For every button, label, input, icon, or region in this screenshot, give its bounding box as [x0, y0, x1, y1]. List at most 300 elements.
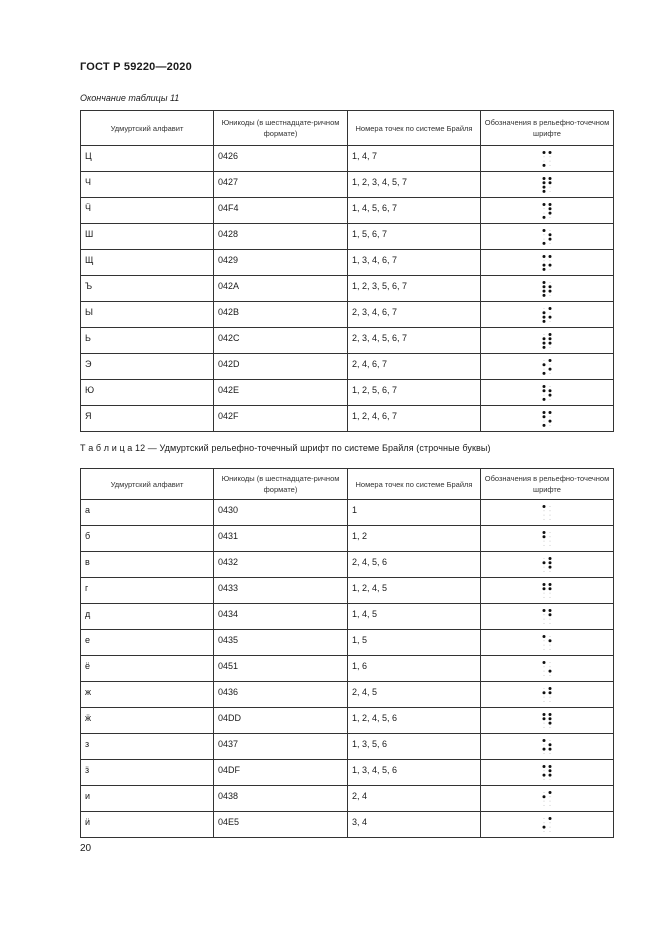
braille-cell — [541, 254, 553, 272]
dots-cell: 1, 2, 5, 6, 7 — [348, 380, 481, 406]
braille-dot-raised — [549, 769, 552, 772]
braille-dot-empty — [544, 752, 545, 753]
braille-dot-raised — [549, 817, 552, 820]
dots-cell: 1, 2, 4, 5, 6 — [348, 708, 481, 734]
table-row — [81, 146, 614, 172]
braille-dot-empty — [544, 540, 545, 541]
table-row — [81, 604, 614, 630]
unicode-cell: 0426 — [214, 146, 348, 172]
braille-dot-raised — [549, 203, 552, 206]
braille-dot-raised — [543, 583, 546, 586]
unicode-cell: 042F — [214, 406, 348, 432]
braille-cell — [541, 306, 553, 324]
braille-dot-raised — [549, 389, 552, 392]
header-braille: Обозначения в рельефно-точечном шрифте — [481, 469, 614, 500]
braille-dot-empty — [550, 570, 551, 571]
braille-dot-raised — [549, 773, 552, 776]
braille-symbol-cell — [481, 656, 614, 682]
braille-dot-empty — [550, 230, 551, 231]
letter-cell: г — [81, 578, 214, 604]
table-row — [81, 198, 614, 224]
braille-dot-empty — [544, 830, 545, 831]
table-row — [81, 500, 614, 526]
braille-symbol-cell — [481, 604, 614, 630]
letter-cell: Ю — [81, 380, 214, 406]
braille-dot-raised — [543, 505, 546, 508]
braille-dot-raised — [543, 739, 546, 742]
dots-cell: 1, 4, 7 — [348, 146, 481, 172]
braille-cell — [541, 790, 553, 808]
braille-dot-empty — [550, 216, 551, 217]
document-code: ГОСТ Р 59220—2020 — [80, 61, 192, 73]
braille-cell — [541, 738, 553, 756]
braille-dot-empty — [550, 398, 551, 399]
unicode-cell: 0437 — [214, 734, 348, 760]
braille-dot-raised — [543, 285, 546, 288]
braille-cell — [541, 764, 553, 782]
braille-dot-empty — [550, 514, 551, 515]
braille-dot-raised — [549, 669, 552, 672]
unicode-cell: 0427 — [214, 172, 348, 198]
dots-cell: 2, 3, 4, 5, 6, 7 — [348, 328, 481, 354]
braille-dot-raised — [549, 411, 552, 414]
braille-dot-empty — [550, 596, 551, 597]
braille-dot-raised — [549, 791, 552, 794]
dots-cell: 1, 5 — [348, 630, 481, 656]
table-row — [81, 656, 614, 682]
braille-dot-empty — [550, 830, 551, 831]
braille-dot-raised — [549, 639, 552, 642]
braille-dot-empty — [550, 424, 551, 425]
letter-cell: Э — [81, 354, 214, 380]
braille-symbol-cell — [481, 198, 614, 224]
braille-dot-raised — [549, 713, 552, 716]
braille-dot-empty — [550, 294, 551, 295]
braille-dot-raised — [543, 587, 546, 590]
braille-dot-empty — [550, 156, 551, 157]
braille-dot-empty — [550, 164, 551, 165]
letter-cell: и — [81, 786, 214, 812]
braille-dot-raised — [543, 765, 546, 768]
braille-symbol-cell — [481, 276, 614, 302]
braille-dot-empty — [544, 596, 545, 597]
braille-dot-raised — [543, 185, 546, 188]
unicode-cell: 04F4 — [214, 198, 348, 224]
braille-cell — [541, 504, 553, 522]
braille-dot-raised — [549, 233, 552, 236]
table-11 — [80, 110, 614, 432]
unicode-cell: 042A — [214, 276, 348, 302]
braille-dot-raised — [543, 229, 546, 232]
braille-dot-empty — [550, 662, 551, 663]
letter-cell: Ш — [81, 224, 214, 250]
braille-dot-raised — [543, 263, 546, 266]
braille-dot-raised — [543, 363, 546, 366]
braille-dot-raised — [543, 717, 546, 720]
unicode-cell: 04DF — [214, 760, 348, 786]
braille-dot-raised — [549, 307, 552, 310]
unicode-cell: 04E5 — [214, 812, 348, 838]
braille-dot-empty — [544, 510, 545, 511]
braille-dot-empty — [550, 416, 551, 417]
braille-dot-raised — [549, 609, 552, 612]
dots-cell: 1, 2, 3, 5, 6, 7 — [348, 276, 481, 302]
braille-dot-raised — [549, 177, 552, 180]
table-row — [81, 328, 614, 354]
braille-dot-empty — [544, 420, 545, 421]
dots-cell: 2, 3, 4, 6, 7 — [348, 302, 481, 328]
dots-cell: 1, 4, 5, 6, 7 — [348, 198, 481, 224]
letter-cell: Ч — [81, 172, 214, 198]
braille-dot-empty — [550, 696, 551, 697]
braille-dot-raised — [543, 713, 546, 716]
braille-symbol-cell — [481, 708, 614, 734]
braille-dot-empty — [544, 666, 545, 667]
table-row — [81, 812, 614, 838]
braille-dot-raised — [543, 289, 546, 292]
table-row — [81, 630, 614, 656]
braille-dot-raised — [543, 315, 546, 318]
unicode-cell: 042B — [214, 302, 348, 328]
braille-dot-empty — [550, 796, 551, 797]
braille-dot-raised — [549, 315, 552, 318]
letter-cell: а — [81, 500, 214, 526]
braille-dot-raised — [543, 311, 546, 314]
braille-dot-empty — [544, 156, 545, 157]
braille-dot-raised — [543, 661, 546, 664]
braille-symbol-cell — [481, 224, 614, 250]
letter-cell: ж — [81, 682, 214, 708]
braille-dot-raised — [549, 263, 552, 266]
braille-dot-empty — [550, 312, 551, 313]
braille-dot-empty — [550, 364, 551, 365]
braille-dot-empty — [544, 792, 545, 793]
braille-cell — [541, 582, 553, 600]
letter-cell: Ь — [81, 328, 214, 354]
braille-symbol-cell — [481, 734, 614, 760]
braille-dot-empty — [544, 778, 545, 779]
braille-dot-raised — [549, 211, 552, 214]
braille-dot-empty — [544, 570, 545, 571]
braille-dot-empty — [544, 618, 545, 619]
braille-dot-empty — [550, 320, 551, 321]
braille-cell — [541, 332, 553, 350]
braille-dot-raised — [543, 319, 546, 322]
table-row — [81, 708, 614, 734]
braille-dot-empty — [550, 666, 551, 667]
braille-symbol-cell — [481, 354, 614, 380]
unicode-cell: 0433 — [214, 578, 348, 604]
table-row — [81, 276, 614, 302]
braille-dot-raised — [543, 255, 546, 258]
table-row — [81, 526, 614, 552]
braille-dot-empty — [550, 540, 551, 541]
braille-dot-empty — [550, 740, 551, 741]
letter-cell: ӥ — [81, 812, 214, 838]
braille-symbol-cell — [481, 526, 614, 552]
unicode-cell: 0435 — [214, 630, 348, 656]
header-unicode: Юникоды (в шестнадцате-ричном формате) — [214, 469, 348, 500]
braille-cell — [541, 556, 553, 574]
braille-dot-empty — [550, 644, 551, 645]
braille-symbol-cell — [481, 812, 614, 838]
braille-cell — [541, 686, 553, 704]
dots-cell: 1, 2, 4, 6, 7 — [348, 406, 481, 432]
braille-dot-empty — [544, 260, 545, 261]
braille-cell — [541, 530, 553, 548]
braille-dot-empty — [550, 518, 551, 519]
dots-cell: 2, 4, 6, 7 — [348, 354, 481, 380]
braille-dot-empty — [550, 282, 551, 283]
table-row — [81, 406, 614, 432]
braille-dot-empty — [550, 544, 551, 545]
braille-dot-empty — [550, 752, 551, 753]
table-row — [81, 552, 614, 578]
braille-dot-empty — [550, 592, 551, 593]
braille-dot-empty — [544, 558, 545, 559]
braille-cell — [541, 358, 553, 376]
braille-dot-raised — [549, 687, 552, 690]
unicode-cell: 0431 — [214, 526, 348, 552]
braille-dot-empty — [550, 822, 551, 823]
braille-dot-empty — [550, 674, 551, 675]
braille-dot-empty — [544, 770, 545, 771]
braille-dot-raised — [543, 385, 546, 388]
dots-cell: 2, 4, 5 — [348, 682, 481, 708]
braille-dot-raised — [549, 367, 552, 370]
braille-symbol-cell — [481, 786, 614, 812]
braille-dot-raised — [543, 177, 546, 180]
letter-cell: ё — [81, 656, 214, 682]
dots-cell: 1, 2, 3, 4, 5, 7 — [348, 172, 481, 198]
braille-dot-raised — [549, 565, 552, 568]
letter-cell: ӝ — [81, 708, 214, 734]
braille-dot-empty — [550, 700, 551, 701]
letter-cell: Ъ — [81, 276, 214, 302]
braille-dot-raised — [543, 635, 546, 638]
braille-dot-raised — [549, 557, 552, 560]
table11-caption: Окончание таблицы 11 — [80, 93, 180, 103]
braille-dot-empty — [544, 514, 545, 515]
table-row — [81, 354, 614, 380]
braille-dot-raised — [549, 333, 552, 336]
braille-dot-empty — [544, 234, 545, 235]
table-row — [81, 682, 614, 708]
braille-dot-raised — [543, 181, 546, 184]
braille-dot-raised — [549, 721, 552, 724]
braille-dot-raised — [549, 743, 552, 746]
braille-dot-empty — [550, 186, 551, 187]
braille-dot-empty — [550, 778, 551, 779]
unicode-cell: 0428 — [214, 224, 348, 250]
braille-symbol-cell — [481, 552, 614, 578]
braille-dot-empty — [550, 622, 551, 623]
braille-dot-empty — [550, 260, 551, 261]
braille-dot-empty — [544, 644, 545, 645]
dots-cell: 2, 4, 5, 6 — [348, 552, 481, 578]
table-row — [81, 250, 614, 276]
table-row — [81, 760, 614, 786]
braille-cell — [541, 150, 553, 168]
page-number: 20 — [80, 843, 92, 854]
dots-cell: 3, 4 — [348, 812, 481, 838]
braille-dot-raised — [549, 285, 552, 288]
braille-dot-empty — [544, 726, 545, 727]
braille-dot-empty — [544, 722, 545, 723]
letter-cell: е — [81, 630, 214, 656]
unicode-cell: 0434 — [214, 604, 348, 630]
letter-cell: Я — [81, 406, 214, 432]
braille-dot-raised — [543, 371, 546, 374]
letter-cell: ӟ — [81, 760, 214, 786]
braille-cell — [541, 384, 553, 402]
dots-cell: 1, 5, 6, 7 — [348, 224, 481, 250]
braille-dot-raised — [543, 293, 546, 296]
unicode-cell: 0432 — [214, 552, 348, 578]
braille-dot-empty — [550, 726, 551, 727]
braille-dot-raised — [543, 241, 546, 244]
braille-dot-empty — [544, 566, 545, 567]
header-braille: Обозначения в рельефно-точечном шрифте — [481, 111, 614, 146]
unicode-cell: 04DD — [214, 708, 348, 734]
braille-cell — [541, 202, 553, 220]
braille-dot-empty — [544, 394, 545, 395]
letter-cell: Ц — [81, 146, 214, 172]
braille-dot-empty — [544, 360, 545, 361]
dots-cell: 2, 4 — [348, 786, 481, 812]
unicode-cell: 0436 — [214, 682, 348, 708]
braille-dot-empty — [550, 800, 551, 801]
header-dots: Номера точек по системе Брайля — [348, 469, 481, 500]
letter-cell: Ӵ — [81, 198, 214, 224]
braille-dot-raised — [543, 203, 546, 206]
table-row — [81, 786, 614, 812]
braille-dot-raised — [543, 535, 546, 538]
braille-symbol-cell — [481, 302, 614, 328]
braille-dot-raised — [543, 773, 546, 776]
braille-dot-empty — [544, 648, 545, 649]
letter-cell: з — [81, 734, 214, 760]
table-header-row — [81, 111, 614, 146]
braille-dot-empty — [544, 238, 545, 239]
braille-dot-empty — [544, 212, 545, 213]
unicode-cell: 042C — [214, 328, 348, 354]
braille-dot-raised — [543, 267, 546, 270]
braille-dot-empty — [550, 346, 551, 347]
braille-dot-raised — [543, 561, 546, 564]
braille-dot-raised — [549, 561, 552, 564]
braille-dot-empty — [550, 386, 551, 387]
braille-dot-empty — [544, 822, 545, 823]
braille-dot-empty — [544, 670, 545, 671]
braille-dot-empty — [544, 640, 545, 641]
braille-cell — [541, 228, 553, 246]
braille-cell — [541, 280, 553, 298]
dots-cell: 1, 3, 4, 6, 7 — [348, 250, 481, 276]
braille-dot-raised — [549, 393, 552, 396]
braille-dot-raised — [549, 691, 552, 694]
braille-dot-empty — [550, 506, 551, 507]
braille-dot-raised — [543, 337, 546, 340]
braille-symbol-cell — [481, 146, 614, 172]
braille-cell — [541, 634, 553, 652]
braille-symbol-cell — [481, 760, 614, 786]
unicode-cell: 0451 — [214, 656, 348, 682]
header-unicode: Юникоды (в шестнадцате-ричном формате) — [214, 111, 348, 146]
dots-cell: 1, 6 — [348, 656, 481, 682]
braille-dot-raised — [543, 215, 546, 218]
braille-dot-raised — [543, 345, 546, 348]
braille-dot-empty — [544, 622, 545, 623]
braille-dot-raised — [543, 609, 546, 612]
braille-dot-empty — [550, 826, 551, 827]
braille-dot-raised — [549, 337, 552, 340]
dots-cell: 1, 2, 4, 5 — [348, 578, 481, 604]
braille-dot-raised — [543, 423, 546, 426]
braille-dot-raised — [549, 289, 552, 292]
braille-dot-raised — [543, 341, 546, 344]
braille-symbol-cell — [481, 172, 614, 198]
braille-dot-raised — [543, 691, 546, 694]
braille-dot-empty — [550, 242, 551, 243]
table-row — [81, 224, 614, 250]
dots-cell: 1 — [348, 500, 481, 526]
braille-dot-raised — [549, 341, 552, 344]
braille-dot-raised — [549, 255, 552, 258]
braille-cell — [541, 176, 553, 194]
braille-dot-raised — [543, 415, 546, 418]
table12-caption: Т а б л и ц а 12 — Удмуртский рельефно-точечный шрифт по системе Брайля (строчные буквы) — [80, 443, 491, 453]
letter-cell: д — [81, 604, 214, 630]
header-alphabet: Удмуртский алфавит — [81, 111, 214, 146]
braille-dot-empty — [550, 160, 551, 161]
braille-symbol-cell — [481, 406, 614, 432]
letter-cell: в — [81, 552, 214, 578]
unicode-cell: 042D — [214, 354, 348, 380]
braille-cell — [541, 410, 553, 428]
table-row — [81, 380, 614, 406]
table-row — [81, 578, 614, 604]
braille-symbol-cell — [481, 328, 614, 354]
braille-dot-empty — [544, 696, 545, 697]
braille-dot-empty — [544, 614, 545, 615]
braille-dot-empty — [544, 674, 545, 675]
table-12 — [80, 468, 614, 838]
unicode-cell: 042E — [214, 380, 348, 406]
table-row — [81, 172, 614, 198]
dots-cell: 1, 3, 4, 5, 6 — [348, 760, 481, 786]
braille-dot-empty — [544, 160, 545, 161]
braille-dot-raised — [549, 613, 552, 616]
braille-dot-empty — [544, 544, 545, 545]
braille-symbol-cell — [481, 630, 614, 656]
unicode-cell: 0438 — [214, 786, 348, 812]
braille-dot-raised — [549, 207, 552, 210]
dots-cell: 1, 4, 5 — [348, 604, 481, 630]
braille-dot-raised — [549, 151, 552, 154]
braille-dot-empty — [544, 592, 545, 593]
table-row — [81, 302, 614, 328]
braille-symbol-cell — [481, 250, 614, 276]
unicode-cell: 0429 — [214, 250, 348, 276]
braille-dot-empty — [550, 190, 551, 191]
braille-dot-empty — [544, 208, 545, 209]
braille-symbol-cell — [481, 578, 614, 604]
braille-dot-raised — [543, 281, 546, 284]
braille-dot-raised — [543, 163, 546, 166]
braille-dot-empty — [550, 648, 551, 649]
braille-dot-empty — [544, 804, 545, 805]
